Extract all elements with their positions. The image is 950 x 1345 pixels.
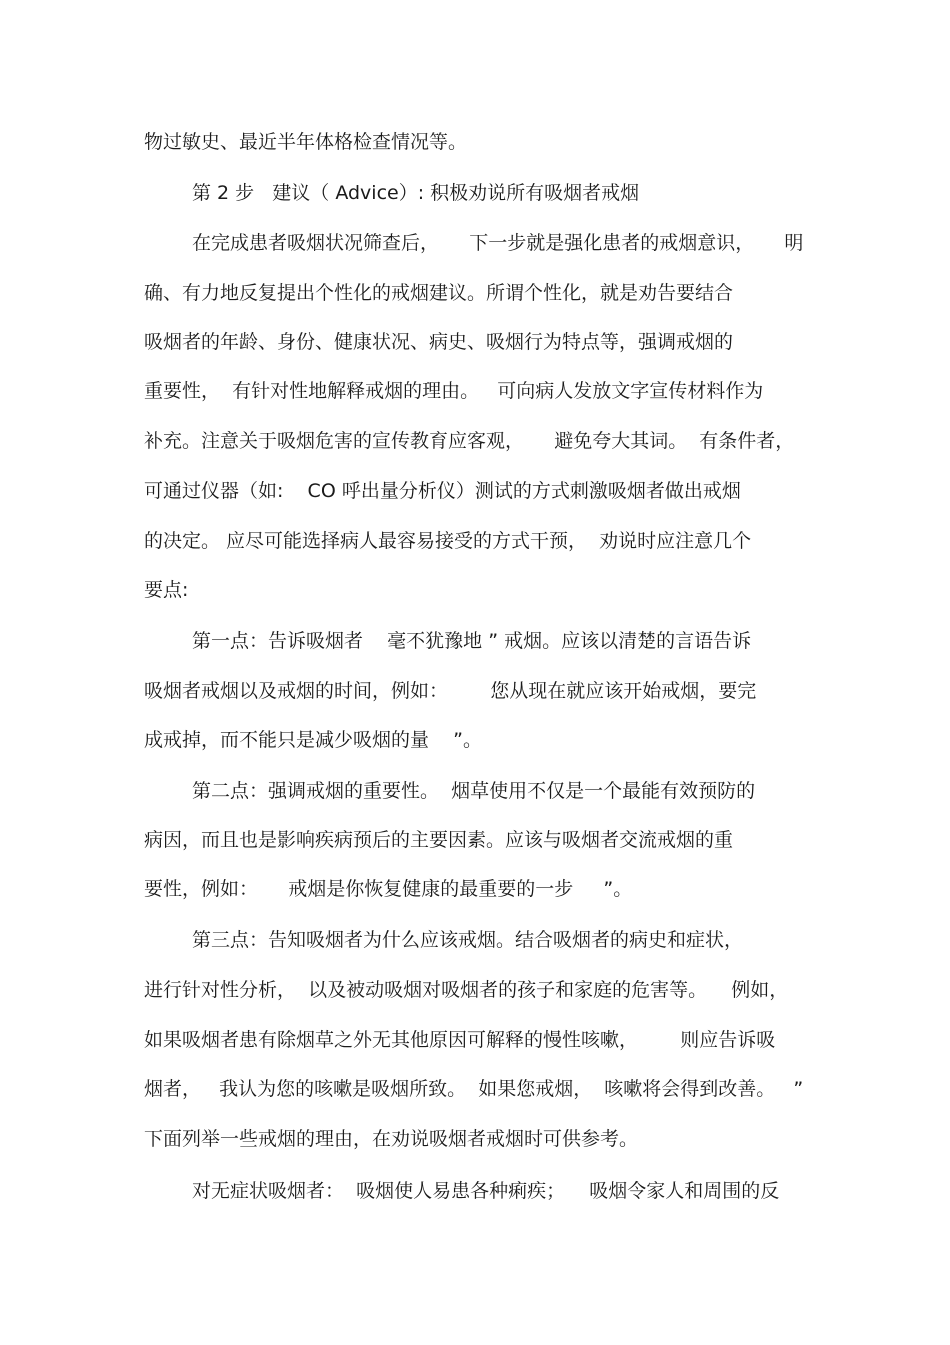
text-line: 吸烟者戒烟以及戒烟的时间，例如： 您从现在就应该开始戒烟，要完 xyxy=(144,680,757,702)
text-line: 进行针对性分析， 以及被动吸烟对吸烟者的孩子和家庭的危害等。 例如， xyxy=(144,979,789,1001)
text-line: 可通过仪器（如: CO 呼出量分析仪）测试的方式刺激吸烟者做出戒烟 xyxy=(144,480,741,502)
text-line: 确、有力地反复提出个性化的戒烟建议。所谓个性化，就是劝告要结合 xyxy=(144,282,734,304)
text-line: 病因，而且也是影响疾病预后的主要因素。应该与吸烟者交流戒烟的重 xyxy=(144,829,734,851)
text-line: 第三点：告知吸烟者为什么应该戒烟。结合吸烟者的病史和症状， xyxy=(192,929,744,951)
section-heading: 第 2 步 建议（ Advice）: 积极劝说所有吸烟者戒烟 xyxy=(192,182,640,204)
text-line: 如果吸烟者患有除烟草之外无其他原因可解释的慢性咳嗽， 则应告诉吸 xyxy=(144,1029,776,1051)
text-line: 第二点：强调戒烟的重要性。 烟草使用不仅是一个最能有效预防的 xyxy=(192,780,756,802)
text-line: 重要性， 有针对性地解释戒烟的理由。 可向病人发放文字宣传材料作为 xyxy=(144,380,764,402)
text-line: 补充。注意关于吸烟危害的宣传教育应客观， 避免夸大其词。 有条件者， xyxy=(144,430,795,452)
text-line: 吸烟者的年龄、身份、健康状况、病史、吸烟行为特点等，强调戒烟的 xyxy=(144,331,734,353)
text-line: 在完成患者吸烟状况筛查后， 下一步就是强化患者的戒烟意识， 明 xyxy=(192,232,804,254)
text-line: 成戒掉，而不能只是减少吸烟的量 ”。 xyxy=(144,729,483,751)
text-line: 的决定。 应尽可能选择病人最容易接受的方式干预， 劝说时应注意几个 xyxy=(144,530,752,552)
text-line: 下面列举一些戒烟的理由，在劝说吸烟者戒烟时可供参考。 xyxy=(144,1128,639,1150)
text-line: 烟者， 我认为您的咳嗽是吸烟所致。 如果您戒烟， 咳嗽将会得到改善。 ” xyxy=(144,1078,804,1100)
text-line: 对无症状吸烟者： 吸烟使人易患各种痢疾； 吸烟令家人和周围的反 xyxy=(192,1180,780,1202)
text-line: 要性，例如： 戒烟是你恢复健康的最重要的一步 ”。 xyxy=(144,878,633,900)
text-line: 要点: xyxy=(144,579,189,601)
text-line: 第一点：告诉吸烟者 毫不犹豫地 ” 戒烟。应该以清楚的言语告诉 xyxy=(192,630,752,652)
text-line: 物过敏史、最近半年体格检查情况等。 xyxy=(144,131,468,153)
